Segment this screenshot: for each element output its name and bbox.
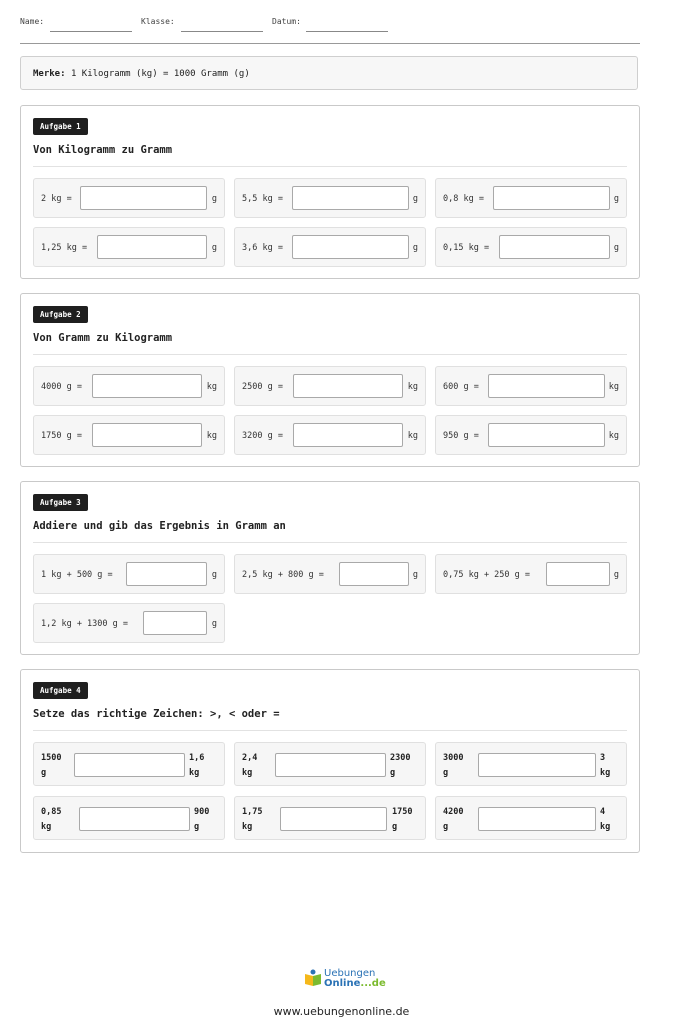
compare-item (33, 796, 225, 840)
name-label: Name: (20, 17, 45, 26)
compare-right (392, 805, 412, 835)
exercise-label: 1,2 kg + 1300 g = (41, 619, 128, 629)
right-value: 900 (194, 807, 210, 817)
exercise-label: 2,5 kg + 800 g = (242, 570, 324, 580)
section-aufgabe-4 (20, 669, 640, 853)
right-value: 1,6 (189, 753, 205, 763)
unit-label: g (613, 194, 619, 204)
compare-left (242, 805, 262, 835)
compare-right (600, 805, 610, 835)
left-value: 1,75 (242, 807, 263, 817)
right-value: 2300 (390, 753, 411, 763)
answer-input[interactable] (97, 235, 207, 259)
compare-item (33, 742, 225, 786)
exercise-item (435, 366, 627, 406)
section-aufgabe-1 (20, 105, 640, 279)
answer-input[interactable] (292, 235, 409, 259)
class-field[interactable] (141, 17, 175, 26)
unit-label: g (412, 570, 418, 580)
left-value: 4200 (443, 807, 464, 817)
left-unit: kg (242, 822, 253, 832)
exercise-label: 0,15 kg = (443, 243, 490, 253)
exercise-label: 2 kg = (41, 194, 72, 204)
compare-right (390, 751, 410, 781)
exercise-item (435, 178, 627, 218)
exercise-item (234, 415, 426, 455)
exercise-item (33, 415, 225, 455)
unit-label: g (412, 243, 418, 253)
sign-input[interactable] (478, 753, 596, 777)
right-value: 1750 (392, 807, 413, 817)
compare-right (600, 751, 610, 781)
class-label: Klasse: (141, 17, 175, 26)
book-icon (303, 968, 323, 988)
sign-input[interactable] (74, 753, 185, 777)
left-value: 0,85 (41, 807, 62, 817)
section-divider (33, 166, 627, 167)
left-value: 2,4 (242, 753, 258, 763)
logo-line2-main: Online (324, 978, 361, 989)
unit-label: g (211, 194, 217, 204)
compare-left (41, 805, 61, 835)
answer-input[interactable] (143, 611, 207, 635)
answer-input[interactable] (126, 562, 207, 586)
unit-label: g (613, 570, 619, 580)
section-title: Addiere und gib das Ergebnis in Gramm an (33, 520, 286, 532)
unit-label: g (613, 243, 619, 253)
answer-input[interactable] (92, 423, 202, 447)
compare-left (41, 751, 61, 781)
section-aufgabe-2 (20, 293, 640, 467)
name-field[interactable] (20, 17, 44, 26)
right-unit: kg (600, 822, 611, 832)
left-value: 1500 (41, 753, 62, 763)
section-badge: Aufgabe 1 (33, 118, 88, 135)
logo-line2-suffix: ...de (360, 978, 386, 989)
date-field[interactable] (272, 17, 301, 26)
exercise-label: 950 g = (443, 431, 479, 441)
right-value: 4 (600, 807, 606, 817)
uebungenonline-logo (303, 966, 386, 994)
section-badge: Aufgabe 3 (33, 494, 88, 511)
unit-label: g (211, 619, 217, 629)
date-line (306, 31, 388, 32)
unit-label: kg (206, 382, 217, 392)
section-divider (33, 730, 627, 731)
answer-input[interactable] (293, 374, 403, 398)
unit-label: kg (407, 431, 418, 441)
left-unit: g (443, 822, 449, 832)
answer-input[interactable] (499, 235, 610, 259)
right-unit: kg (600, 768, 611, 778)
exercise-item (33, 178, 225, 218)
exercise-label: 5,5 kg = (242, 194, 283, 204)
unit-label: kg (608, 382, 619, 392)
right-unit: g (392, 822, 398, 832)
exercise-item (234, 178, 426, 218)
section-title: Von Kilogramm zu Gramm (33, 144, 173, 156)
compare-item (435, 742, 627, 786)
footer-url[interactable]: www.uebungenonline.de (273, 1005, 410, 1018)
right-unit: kg (189, 768, 200, 778)
left-value: 3000 (443, 753, 464, 763)
right-unit: g (194, 822, 200, 832)
exercise-label: 3,6 kg = (242, 243, 283, 253)
sign-input[interactable] (280, 807, 387, 831)
answer-input[interactable] (488, 423, 605, 447)
logo-line1: Uebungen (324, 968, 376, 979)
answer-input[interactable] (546, 562, 610, 586)
exercise-label: 3200 g = (242, 431, 283, 441)
exercise-item (33, 554, 225, 594)
compare-right (194, 805, 209, 835)
answer-input[interactable] (92, 374, 202, 398)
merke-bold: Merke: (33, 69, 66, 79)
header-divider (20, 43, 640, 44)
answer-input[interactable] (293, 423, 403, 447)
answer-input[interactable] (339, 562, 409, 586)
exercise-item (33, 366, 225, 406)
section-title: Setze das richtige Zeichen: >, < oder = (33, 708, 280, 720)
compare-item (234, 796, 426, 840)
exercise-label: 1 kg + 500 g = (41, 570, 113, 580)
compare-left (443, 805, 463, 835)
sign-input[interactable] (79, 807, 190, 831)
sign-input[interactable] (478, 807, 596, 831)
exercise-item (33, 227, 225, 267)
unit-label: g (211, 243, 217, 253)
exercise-label: 4000 g = (41, 382, 82, 392)
unit-label: g (412, 194, 418, 204)
exercise-label: 600 g = (443, 382, 479, 392)
exercise-item (234, 554, 426, 594)
section-aufgabe-3 (20, 481, 640, 655)
merke-text: 1 Kilogramm (kg) = 1000 Gramm (g) (70, 69, 250, 79)
worksheet-header (20, 12, 640, 44)
unit-label: g (211, 570, 217, 580)
exercise-label: 0,75 kg + 250 g = (443, 570, 530, 580)
section-title: Von Gramm zu Kilogramm (33, 332, 173, 344)
left-unit: g (41, 768, 47, 778)
name-line (50, 31, 132, 32)
logo-line2 (324, 978, 386, 989)
exercise-item (33, 603, 225, 643)
compare-left (242, 751, 257, 781)
right-value: 3 (600, 753, 606, 763)
answer-input[interactable] (493, 186, 610, 210)
unit-label: kg (608, 431, 619, 441)
exercise-item (234, 366, 426, 406)
section-badge: Aufgabe 2 (33, 306, 88, 323)
section-divider (33, 354, 627, 355)
section-divider (33, 542, 627, 543)
left-unit: g (443, 768, 449, 778)
sign-input[interactable] (275, 753, 386, 777)
exercise-label: 1750 g = (41, 431, 82, 441)
compare-right (189, 751, 204, 781)
exercise-label: 1,25 kg = (41, 243, 88, 253)
answer-input[interactable] (488, 374, 605, 398)
compare-left (443, 751, 463, 781)
unit-label: kg (206, 431, 217, 441)
exercise-label: 2500 g = (242, 382, 283, 392)
compare-item (234, 742, 426, 786)
answer-input[interactable] (80, 186, 207, 210)
left-unit: kg (41, 822, 52, 832)
left-unit: kg (242, 768, 253, 778)
section-badge: Aufgabe 4 (33, 682, 88, 699)
exercise-item (435, 415, 627, 455)
exercise-item (435, 227, 627, 267)
compare-item (435, 796, 627, 840)
date-label: Datum: (272, 17, 301, 26)
merke-box (20, 56, 638, 90)
answer-input[interactable] (292, 186, 409, 210)
unit-label: kg (407, 382, 418, 392)
exercise-item (435, 554, 627, 594)
right-unit: g (390, 768, 396, 778)
exercise-label: 0,8 kg = (443, 194, 484, 204)
exercise-item (234, 227, 426, 267)
class-line (181, 31, 263, 32)
